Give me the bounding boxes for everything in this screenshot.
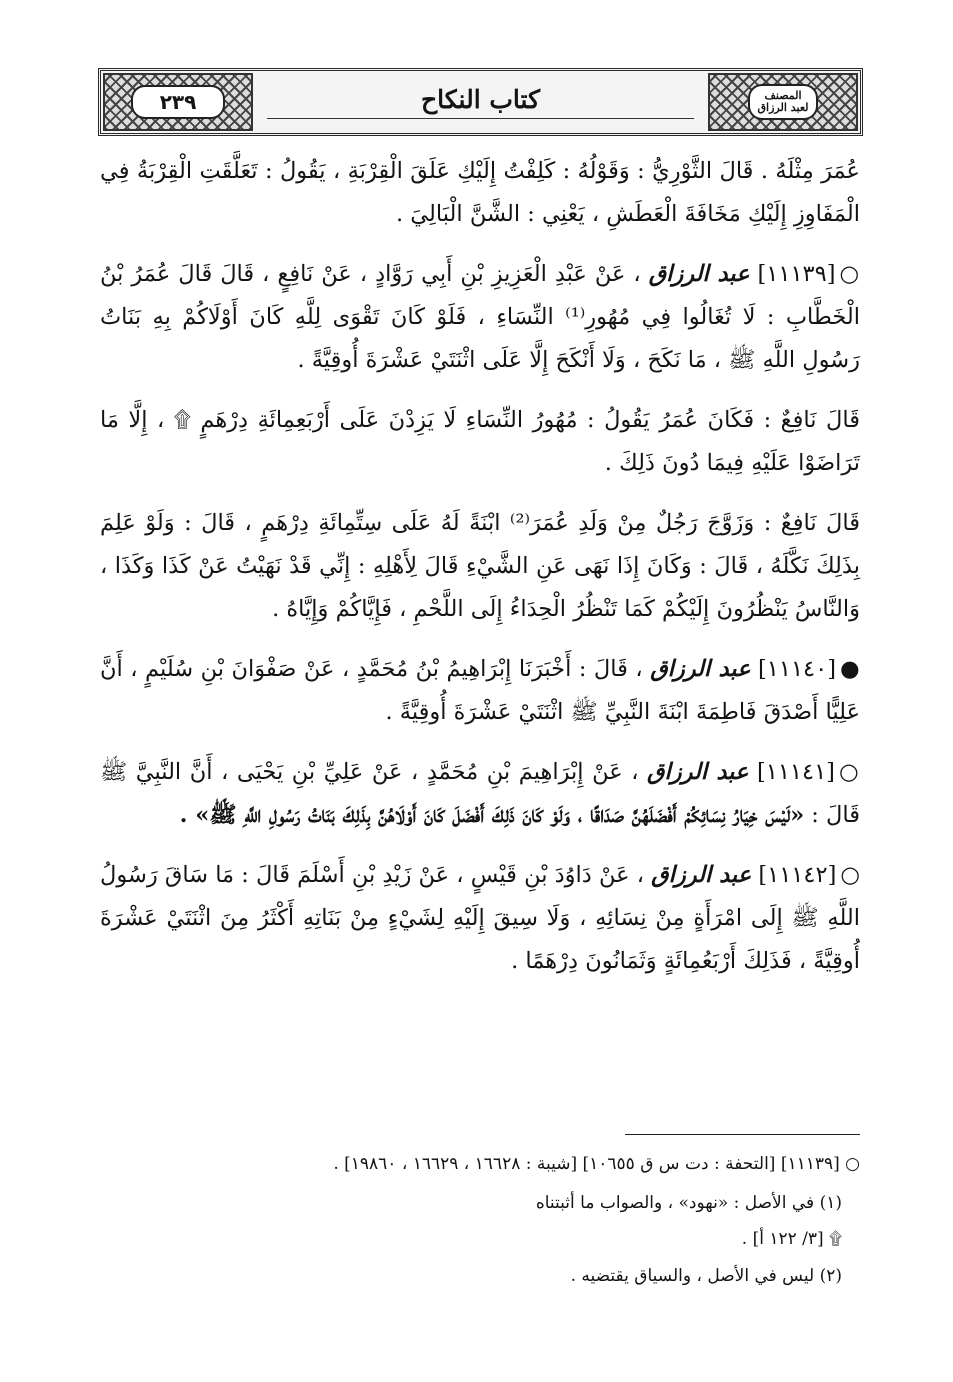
hadith-entry (100, 854, 860, 983)
book-logo-line1: المصنف (764, 89, 802, 102)
hadith-source: عبد الرزاق (647, 759, 749, 785)
hadith-number: [١١١٤٢] (758, 862, 837, 888)
hadith-number: [١١١٣٩] (757, 261, 836, 287)
footnote-takhrij: ○ [١١١٣٩] [التحفة : دت س ق ١٠٦٥٥] [شيبة : ١٦٦٢٨ ، ١٦٦٢٩ ، ١٩٨٦٠] . (333, 1154, 860, 1174)
hadith-text: ، عَنْ إِبْرَاهِيمَ بْنِ مُحَمَّدٍ ، عَنْ عَلِيِّ بْنِ يَحْيَى ، أَنَّ النَّبِيَّ ﷺ قَالَ : (100, 759, 860, 828)
hadith-text: ، عَنْ عَبْدِ الْعَزِيزِ بْنِ أَبِي رَوَّادٍ ، عَنْ نَافِعٍ ، قَالَ قَالَ عُمَرُ بْنُ الْخَطَّابِ : لَا تُغَالُوا فِي مُهُورِ⁽¹⁾ النِّسَاءِ ، فَلَوْ كَانَ تَقْوَى لِلَّهِ كَانَ أَوْلَاكُمْ بِهِ بَنَاتُ رَسُولِ اللَّهِ ﷺ ، مَا نَكَحَ ، وَلَا أَنْكَحَ إِلَّا عَلَى اثْنَتَيْ عَشْرَةَ أُوقِيَّةً . (100, 261, 860, 373)
chapter-title: كتاب النكاح (267, 85, 694, 119)
hadith-marker: ○ (839, 261, 860, 287)
header-ornament-right (708, 73, 858, 131)
footnote-folio: ۩ [٣/ ١٢٢ أ] . (741, 1229, 842, 1249)
page-number: ٢٣٩ (131, 85, 225, 119)
hadith-entry (100, 253, 860, 382)
paragraph-text: عُمَرَ مِثْلَهُ . قَالَ الثَّوْرِيُّ : وَقَوْلُهُ : كَلِفْتُ إِلَيْكِ عَلَقَ الْقِرْبَةِ ، يَقُولُ : تَعَلَّقَتِ الْقِرْبَةُ فِي الْمَفَاوِزِ إِلَيْكِ مَخَافَةَ الْعَطَشِ ، يَعْنِي : الشَّنَّ الْبَالِيَ . (100, 158, 860, 227)
hadith-source: عبد الرزاق (651, 862, 752, 888)
paragraph (100, 150, 860, 236)
paragraph (100, 399, 860, 485)
hadith-number: [١١١٤١] (756, 759, 835, 785)
book-logo (748, 84, 818, 120)
paragraph (100, 502, 860, 631)
hadith-marker: ● (840, 656, 861, 682)
book-logo-line2: لعبد الرزاق (757, 101, 809, 114)
hadith-marker: ○ (838, 759, 860, 785)
header-ornament-left (103, 73, 253, 131)
main-text (100, 150, 860, 1000)
hadith-number: [١١١٤٠] (758, 656, 837, 682)
paragraph-text: قَالَ نَافِعٌ : فَكَانَ عُمَرُ يَقُولُ : مُهُورُ النِّسَاءِ لَا يَزِدْنَ عَلَى أَرْبَعِمِائَةِ دِرْهَمٍ ۩ ، إِلَّا مَا تَرَاضَوْا عَلَيْهِ فِيمَا دُونَ ذَلِكَ . (100, 407, 860, 476)
hadith-entry (100, 751, 860, 837)
footnote-2: (٢) ليس في الأصل ، والسياق يقتضيه . (570, 1266, 842, 1286)
paragraph-text: قَالَ نَافِعٌ : وَزَوَّجَ رَجُلٌ مِنْ وَلَدِ عُمَرَ⁽²⁾ ابْنَةً لَهُ عَلَى سِتِّمِائَةِ دِرْهَمٍ ، قَالَ : وَلَوْ عَلِمَ بِذَلِكَ نَكَّلَهُ ، قَالَ : وَكَانَ إِذَا نَهَى عَنِ الشَّيْءِ قَالَ لِأَهْلِهِ : إِنِّي قَدْ نَهَيْتُ عَنْ كَذَا وَكَذَا ، وَالنَّاسُ يَنْظُرُونَ إِلَيْكُمْ كَمَا تَنْظُرُ الْحِدَاءُ إِلَى اللَّحْمِ ، فَإِيَّاكُمْ وَإِيَّاهُ . (100, 510, 860, 622)
hadith-source: عبد الرزاق (648, 261, 750, 287)
footnote-divider (625, 1134, 860, 1135)
hadith-text: ، قَالَ : أَخْبَرَنَا إِبْرَاهِيمُ بْنُ مُحَمَّدٍ ، عَنْ صَفْوَانَ بْنِ سُلَيْمٍ ، أَنَّ عَلِيًّا أَصْدَقَ فَاطِمَةَ ابْنَةَ النَّبِيِّ ﷺ اثْنَتَيْ عَشْرَةَ أُوقِيَّةً . (100, 656, 860, 725)
page-header (98, 68, 863, 136)
hadith-entry (100, 648, 860, 734)
hadith-marker: ○ (840, 862, 860, 888)
hadith-source: عبد الرزاق (650, 656, 751, 682)
prophetic-saying: «لَيْسَ خِيَارُ نِسَائِكُمْ أَفْضَلَهُنَّ صَدَاقًا ، وَلَوْ كَانَ ذَلِكَ أَفْضَلَ كَانَ أَوْلَاهُنَّ بِذَلِكَ بَنَاتُ رَسُولِ اللَّهِ ﷺ» . (179, 802, 805, 828)
footnote-1: (١) في الأصل : «نهود» ، والصواب ما أثبتناه (535, 1193, 842, 1213)
hadith-text: ، عَنْ دَاوُدَ بْنِ قَيْسٍ ، عَنْ زَيْدِ بْنِ أَسْلَمَ قَالَ : مَا سَاقَ رَسُولُ اللَّهِ ﷺ إِلَى امْرَأَةٍ مِنْ نِسَائِهِ ، وَلَا سِيقَ إِلَيْهِ لِشَيْءٍ مِنْ بَنَاتِهِ أَكْثَرُ مِنَ اثْنَتَيْ عَشْرَةَ أُوقِيَّةً ، فَذَلِكَ أَرْبَعُمِائَةٍ وَثَمَانُونَ دِرْهَمًا . (100, 862, 860, 974)
